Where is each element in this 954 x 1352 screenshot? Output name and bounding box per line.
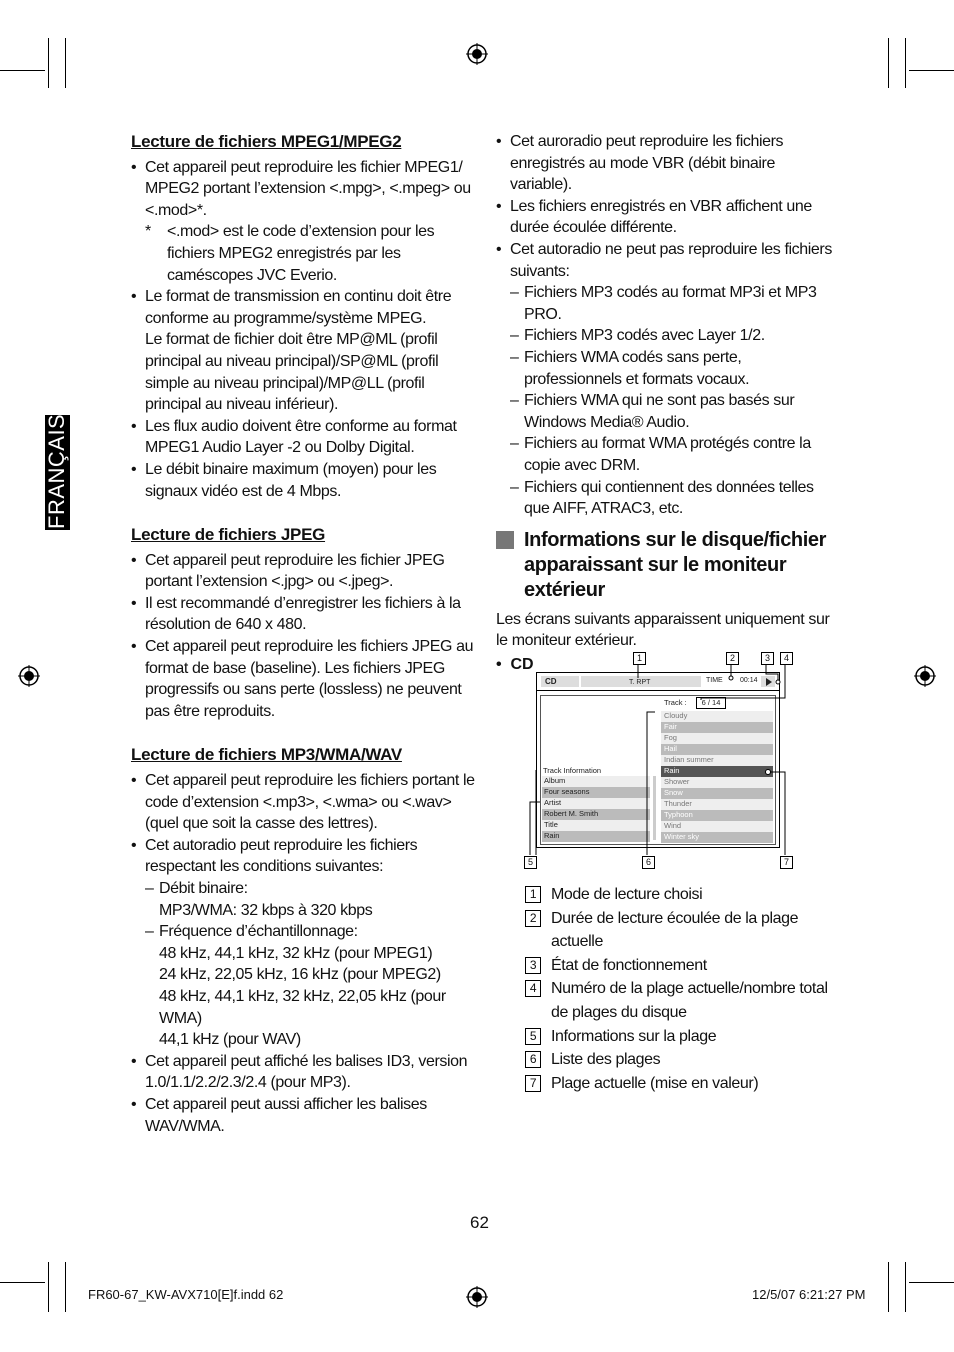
callout-6: 6 [642, 856, 655, 869]
track-info-title: Track Information [543, 766, 602, 775]
play-mode: T. RPT [629, 679, 651, 686]
unsupported-item: – Fichiers WMA qui ne sont pas basés sur Windows Media® Audio. [510, 390, 836, 433]
right-column [496, 131, 836, 675]
list-item: • Cet appareil peut aussi afficher les balises WAV/WMA. [131, 1094, 476, 1137]
legend-item: 3 État de fonctionnement [525, 954, 845, 978]
heading-square-icon [496, 531, 514, 549]
unsupported-item: – Fichiers MP3 codés au format MP3i et MP3 PRO. [510, 282, 836, 325]
condition-item: – Fréquence d’échantillonnage: 48 kHz, 44,1 kHz, 32 kHz (pour MPEG1) 24 kHz, 22,05 kHz, 16 kHz (pour MPEG2) 48 kHz, 44,1 kHz, 32 kHz, 22,05 kHz (pour WMA) 44,1 kHz (pour WAV) [145, 921, 476, 1051]
callout-4: 4 [780, 652, 793, 665]
page-number: 62 [470, 1213, 489, 1232]
track-item[interactable]: Thunder [661, 799, 773, 810]
elapsed-time: 00:14 [740, 677, 758, 684]
track-item[interactable]: Cloudy [661, 711, 773, 722]
track-counter: 6 / 14 [696, 697, 726, 709]
track-item[interactable]: Winter sky [661, 832, 773, 843]
mpeg-list [131, 157, 476, 503]
track-item[interactable]: Typhoon [661, 810, 773, 821]
list-item: • Cet auroradio peut reproduire les fichiers enregistrés au mode VBR (débit binaire variable). [496, 131, 836, 196]
list-item: • Cet autoradio ne peut pas reproduire les fichiers suivants: – Fichiers MP3 codés au format MP3i et MP3 PRO. – Fichiers MP3 codés avec Layer 1/2. – Fichiers WMA codés sans perte, professionnels et formats vocaux. – Fichiers WMA qui ne sont pas basés sur Windows Media® Audio. – Fichiers au format WMA protégés contre la copie avec DRM. – Fichiers qui contiennent des données telles que AIFF, ATRAC3, etc. [496, 239, 836, 520]
list-item: • Cet appareil peut reproduire les fichier MPEG1/ MPEG2 portant l’extension <.mpg>, <.mpeg> ou <.mod>*. * <.mod> est le code d’extension pour les fichiers MPEG2 enregistrés par les caméscopes JVC Everio. [131, 157, 476, 287]
list-item: • Cet appareil peut reproduire les fichier JPEG portant l’extension <.jpg> ou <.jpeg>. [131, 550, 476, 593]
track-item[interactable]: Fair [661, 722, 773, 733]
jpeg-section-title: Lecture de fichiers JPEG [131, 525, 326, 545]
legend-item: 6 Liste des plages [525, 1048, 845, 1072]
language-tab-label: FRANÇAIS [44, 413, 69, 529]
info-row: Rain [542, 831, 650, 842]
track-label: Track : [664, 698, 687, 707]
callout-lines [510, 650, 800, 870]
legend-list [525, 883, 845, 1095]
cd-label: • CD [496, 655, 534, 673]
callout-2: 2 [726, 652, 739, 665]
unsupported-item: – Fichiers au format WMA protégés contre la copie avec DRM. [510, 433, 836, 476]
footer-file: FR60-67_KW-AVX710[E]f.indd 62 [88, 1287, 284, 1302]
info-row: Album [542, 776, 650, 787]
legend-item: 4 Numéro de la plage actuelle/nombre total de plages du disque [525, 977, 845, 1024]
legend-item: 2 Durée de lecture écoulée de la plage actuelle [525, 907, 845, 954]
list-item: • Cet autoradio peut reproduire les fichiers respectant les conditions suivantes: – Débit binaire: MP3/WMA: 32 kbps à 320 kbps – Fréquence d’échantillonnage: 48 kHz, 44,1 kHz, 32 kHz (pour MPEG1) 24 kHz, 22,05 kHz, 16 kHz (pour MPEG2) 48 kHz, 44,1 kHz, 32 kHz, 22,05 kHz (pour WMA) 44,1 kHz (pour WAV) [131, 835, 476, 1051]
track-item[interactable]: Hail [661, 744, 773, 755]
list-item: • Cet appareil peut reproduire les fichiers portant le code d’extension <.mp3>, <.wma> ou <.wav> (quel que soit la casse des lettres). [131, 770, 476, 835]
callout-5: 5 [524, 856, 537, 869]
info-row: Robert M. Smith [542, 809, 650, 820]
mp3-section-title: Lecture de fichiers MP3/WMA/WAV [131, 745, 402, 765]
intro-text: Les écrans suivants apparaissent uniquement sur le moniteur extérieur. [496, 610, 830, 650]
condition-item: – Débit binaire: MP3/WMA: 32 kbps à 320 kbps [145, 878, 476, 921]
footnote: * <.mod> est le code d’extension pour les fichiers MPEG2 enregistrés par les caméscopes JVC Everio. [145, 223, 435, 284]
left-column [131, 131, 476, 1137]
unsupported-item: – Fichiers MP3 codés avec Layer 1/2. [510, 325, 836, 347]
info-row: Four seasons [542, 787, 650, 798]
track-item[interactable]: Fog [661, 733, 773, 744]
callout-1: 1 [633, 652, 646, 665]
track-item[interactable]: Snow [661, 788, 773, 799]
legend-item: 1 Mode de lecture choisi [525, 883, 845, 907]
legend-item: 5 Informations sur la plage [525, 1025, 845, 1049]
vbr-list [496, 131, 836, 520]
callout-7: 7 [780, 856, 793, 869]
list-item: • Les flux audio doivent être conforme au format MPEG1 Audio Layer -2 ou Dolby Digital. [131, 416, 476, 459]
info-row: Title [542, 820, 650, 831]
list-item: • Le débit binaire maximum (moyen) pour les signaux vidéo est de 4 Mbps. [131, 459, 476, 502]
list-item: • Les fichiers enregistrés en VBR affichent une durée écoulée différente. [496, 196, 836, 239]
registration-mark-left [18, 665, 40, 687]
language-tab [45, 415, 70, 530]
legend-item: 7 Plage actuelle (mise en valeur) [525, 1072, 845, 1096]
track-item[interactable]: Shower [661, 777, 773, 788]
jpeg-list [131, 550, 476, 723]
unsupported-item: – Fichiers qui contiennent des données telles que AIFF, ATRAC3, etc. [510, 477, 836, 520]
list-item: • Cet appareil peut affiché les balises ID3, version 1.0/1.1/2.2/2.3/2.4 (pour MP3). [131, 1051, 476, 1094]
list-item: • Cet appareil peut reproduire les fichiers JPEG au format de base (baseline). Les fichiers JPEG progressifs ou sans perte (lossless) ne peuvent pas être reproduits. [131, 636, 476, 722]
list-item: • Le format de transmission en continu doit être conforme au programme/système MPEG. Le format de fichier doit être MP@ML (profil principal au niveau principal)/SP@ML (profil simple au niveau principal)/MP@LL (profil principal au niveau inférieur). [131, 286, 476, 416]
time-label: TIME [706, 677, 723, 684]
footer-date: 12/5/07 6:21:27 PM [752, 1287, 866, 1302]
section-heading: Informations sur le disque/fichier apparaissant sur le moniteur extérieur [496, 528, 836, 603]
track-item-current[interactable]: Rain [661, 766, 773, 777]
unsupported-item: – Fichiers WMA codés sans perte, professionnels et formats vocaux. [510, 347, 836, 390]
track-item[interactable]: Wind [661, 821, 773, 832]
track-item[interactable]: Indian summer [661, 755, 773, 766]
callout-3: 3 [761, 652, 774, 665]
registration-mark-top [466, 43, 488, 65]
source-label: CD [545, 677, 557, 686]
info-row: Artist [542, 798, 650, 809]
mpeg-section-title: Lecture de fichiers MPEG1/MPEG2 [131, 132, 402, 151]
registration-mark-bottom [466, 1286, 488, 1308]
registration-mark-right [914, 665, 936, 687]
list-item: • Il est recommandé d’enregistrer les fichiers à la résolution de 640 x 480. [131, 593, 476, 636]
mp3-list [131, 770, 476, 1137]
